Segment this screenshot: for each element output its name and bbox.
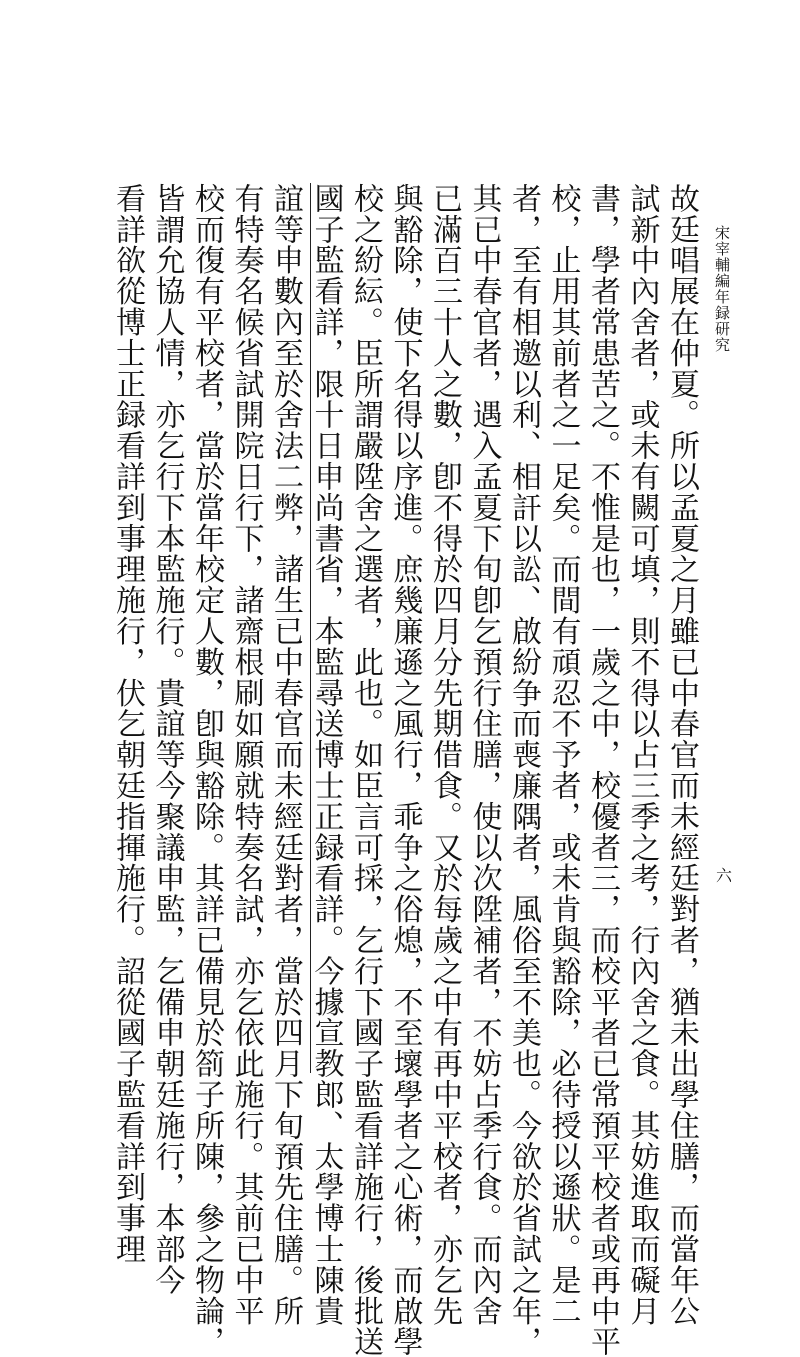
- text-column-12: 有特奏名候省試開院日行下，諸齋根刷如願就特奏名試，亦乞依此施行。其前已中平: [228, 183, 264, 1327]
- text-column-3: 書，學者常患苦之。不惟是也，一歲之中，校優者三，而校平者已常預平校者或再中平: [585, 183, 620, 1357]
- text-column-5: 者，至有相邀以利、相訐以訟、啟紛争而喪廉隅者，風俗至不美也。今欲於省試之年，: [506, 183, 541, 1357]
- text-column-7: 已滿百三十人之數，卽不得於四月分先期借食。又於每歲之中有再中平校者，亦乞先: [427, 183, 462, 1327]
- text-column-1: 故廷唱展在仲夏。所以孟夏之月雖已中春官而未經廷對者，猶未出學住膳，而當年公: [664, 183, 699, 1327]
- text-column-10: 國子監看詳，限十日申尚書省，本監尋送博士正録看詳。今據宣教郎、太學博士陳貴: [308, 183, 344, 1327]
- text-column-2: 試新中內舍者，或未有闕可填，則不得以占三季之考，行內舍之食。其妨進取而礙月: [624, 183, 660, 1327]
- text-column-8: 與豁除，使下名得以序進。庶幾廉遜之風行，乖争之俗熄，不至壞學者之心術，而啟學: [387, 183, 423, 1357]
- page-number: 六: [716, 866, 733, 885]
- text-column-13: 校而復有平校者，當於當年校定人數，卽與豁除。其詳已備見於箚子所陳，參之物論，: [189, 183, 224, 1357]
- text-column-9: 校之紛紜。臣所謂嚴陞舍之選者，此也。如臣言可採，乞行下國子監看詳施行，後批送: [348, 183, 383, 1357]
- running-header-title: 宋宰輔編年録研究: [713, 225, 731, 353]
- text-column-4: 校，止用其前者之一足矣。而間有頑忍不予者，或未肯與豁除，必待授以遜狀。是二: [545, 183, 581, 1327]
- text-column-11: 誼等申數內至於舍法二弊，諸生已中春官而未經廷對者，當於四月下旬預先住膳。所: [268, 183, 303, 1327]
- text-column-6: 其已中春官者，遇入孟夏下旬卽乞預行住膳，使以次陞補者，不妨占季行食。而內舍: [466, 183, 502, 1327]
- vertical-text-block: [110, 183, 699, 1357]
- text-column-14: 皆謂允協人情，亦乞行下本監施行。貴誼等今聚議申監，乞備申朝廷施行，本部今: [149, 183, 185, 1296]
- text-column-15: 看詳欲從博士正録看詳到事理施行，伏乞朝廷指揮施行。詔從國子監看詳到事理: [110, 183, 145, 1265]
